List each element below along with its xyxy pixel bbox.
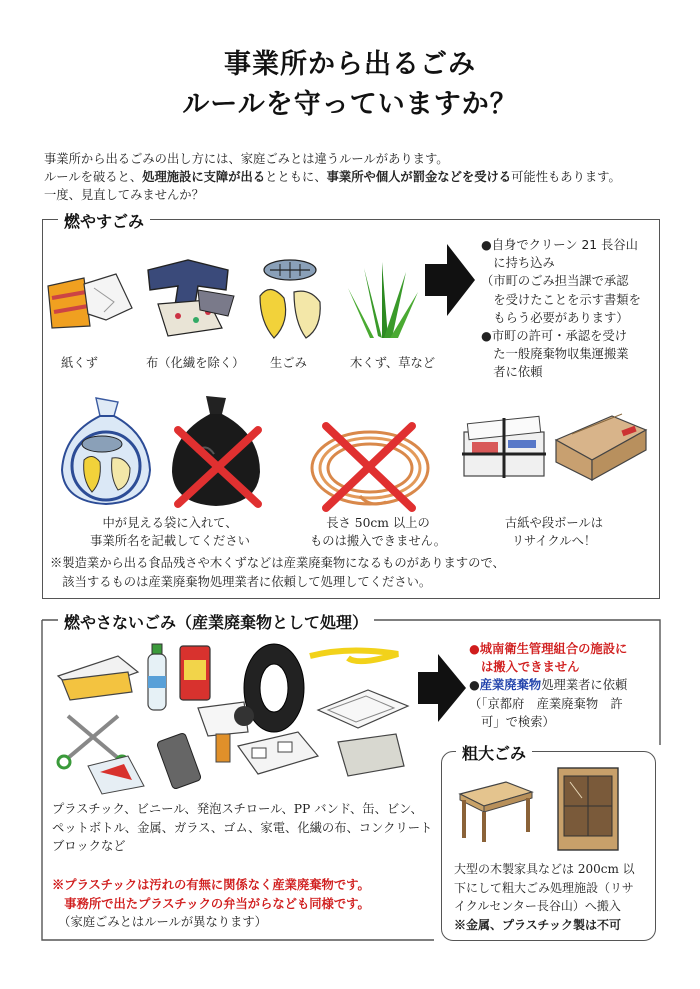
burnable-heading: 燃やすごみ <box>58 209 150 232</box>
items-line: ブロックなど <box>52 839 126 853</box>
intro-emphasis: 事業所や個人が罰金などを受ける <box>326 169 512 184</box>
oversized-line: 下にして粗大ごみ処理施設（リサ <box>454 880 634 895</box>
note-warning: 事務所で出たプラスチックの弁当がらなども同様です。 <box>52 895 370 911</box>
nonburnable-heading: 燃やさないごみ（産業廃棄物として処理） <box>58 610 374 633</box>
disposal-highlight: 産業廃棄物 <box>479 678 542 693</box>
items-line: ペットボトル、金属、ガラス、ゴム、家電、化繊の布、コンクリート <box>52 820 433 835</box>
items-line: プラスチック、ビニール、発泡スチロール、PP バンド、缶、ビン、 <box>52 802 423 816</box>
caption-line: ものは搬入できません。 <box>309 534 446 548</box>
disposal-line: 可」で検索） <box>481 714 555 729</box>
caption-line: 事業所名を記載してください <box>90 534 250 548</box>
oversized-text <box>454 860 635 934</box>
disposal-line: に持ち込み <box>481 256 555 271</box>
disposal-warning: は搬入できません <box>481 660 580 675</box>
intro-text: ルールを破ると、 <box>44 170 143 184</box>
note-line: ※製造業から出る食品残さや木くずなどは産業廃棄物になるものがありますので、 <box>50 556 505 570</box>
oversized-note: ※金属、プラスチック製は不可 <box>454 917 622 932</box>
oversized-heading: 粗大ごみ <box>456 741 532 764</box>
intro-line1: 事業所から出るごみの出し方には、家庭ごみとは違うルールがあります。 <box>44 152 449 166</box>
oversized-line: 大型の木製家具などは 200cm 以 <box>454 862 635 876</box>
disposal-line: （市町のごみ担当課で承認 <box>481 274 629 289</box>
disposal-line: ●自身でクリーン 21 長谷山 <box>481 238 638 252</box>
wooden-desk-illustration <box>454 772 534 844</box>
disposal-line: ●市町の許可・承認を受け <box>481 329 627 344</box>
disposal-item-1: ●城南衛生管理組合の施設に <box>469 642 628 656</box>
nonburnable-disposal <box>469 640 627 731</box>
disposal-line: もらう必要があります） <box>481 310 629 325</box>
nonburnable-items-illustration <box>48 636 448 796</box>
item-label-wood: 木くず、草など <box>350 356 436 370</box>
disposal-warning: 城南衛生管理組合の施設に <box>479 642 628 656</box>
nonburnable-note <box>52 876 370 932</box>
item-label-food: 生ごみ <box>270 356 307 370</box>
page-title-line1: 事業所から出るごみ <box>224 49 476 80</box>
arrow-right-icon <box>418 654 466 722</box>
caption-line: 中が見える袋に入れて、 <box>102 516 238 530</box>
page-title-line2: ルールを守っていますか？ <box>182 89 518 120</box>
disposal-line: を受けたことを示す書類を <box>481 292 641 307</box>
oversized-line: イクルセンター長谷山）へ搬入 <box>454 899 621 913</box>
disposal-line: 者に依頼 <box>481 365 543 380</box>
item-label-cloth: 布（化繊を除く） <box>146 356 245 370</box>
caption-line: 古紙や段ボールは <box>504 516 604 530</box>
caption-line: 長さ 50cm 以上の <box>326 516 430 530</box>
caption-line: リサイクルへ！ <box>511 534 597 548</box>
disposal-text: 処理業者に依頼 <box>541 678 628 693</box>
note-line: 該当するものは産業廃棄物処理業者に依頼して処理してください。 <box>50 574 432 589</box>
item-label-paper: 紙くず <box>61 356 98 370</box>
intro-emphasis: 処理施設に支障が出る <box>142 169 266 184</box>
intro-text: 可能性もあります。 <box>511 170 621 184</box>
disposal-line: （「京都府 産業廃棄物 許 <box>469 696 623 711</box>
wooden-cabinet-illustration <box>552 762 624 854</box>
note-warning: ※プラスチックは汚れの有無に関係なく産業廃棄物です。 <box>52 877 370 892</box>
disposal-line: た一般廃棄物収集運搬業 <box>481 347 629 362</box>
intro-text: とともに、 <box>265 170 327 184</box>
intro-line3: 一度、見直してみませんか？ <box>44 188 204 202</box>
nonburnable-items-list <box>52 800 432 856</box>
note-line: （家庭ごみとはルールが異なります） <box>52 915 267 929</box>
disposal-item-2: ●産業廃棄物処理業者に依頼 <box>469 678 628 693</box>
